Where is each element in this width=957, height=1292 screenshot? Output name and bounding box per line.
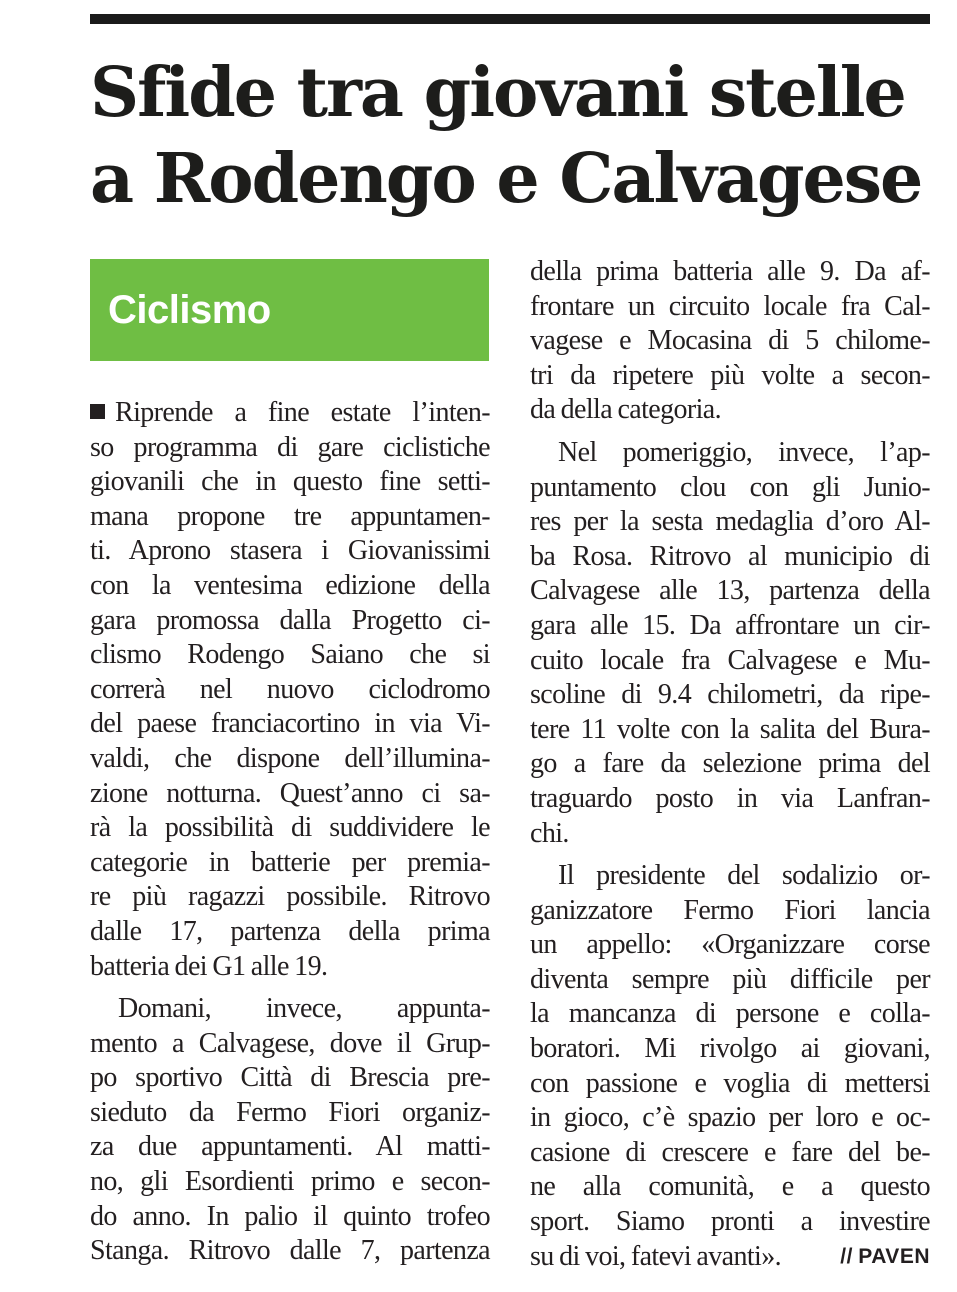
text-line: cuito locale fra Calvagese e Mu- bbox=[530, 644, 930, 676]
text-line: diventa sempre più difficile per bbox=[530, 963, 930, 995]
byline: // PAVEN bbox=[840, 1244, 930, 1268]
text-line: tri da ripetere più volte a secon- bbox=[530, 359, 930, 391]
text-line: vagese e Mocasina di 5 chilome- bbox=[530, 325, 930, 357]
section-kicker bbox=[90, 259, 489, 361]
text-line-final: su di voi, fatevi avanti». // PAVEN bbox=[530, 1240, 930, 1275]
text-line: re più ragazzi possibile. Ritrovo bbox=[90, 881, 490, 913]
text-line: Il presidente del sodalizio or- bbox=[558, 860, 930, 892]
text-line: ganizzatore Fermo Fiori lancia bbox=[530, 894, 930, 926]
text-line: so programma di gare ciclistiche bbox=[90, 431, 490, 463]
text-line: zione notturna. Quest’anno ci sa- bbox=[90, 777, 490, 809]
text-line: Nel pomeriggio, invece, l’ap- bbox=[558, 436, 930, 468]
text-line: ne alla comunità, e a questo bbox=[530, 1171, 930, 1203]
text-line: correrà nel nuovo ciclodromo bbox=[90, 673, 490, 705]
text-line: chi. bbox=[530, 817, 569, 849]
text-line: gara promossa dalla Progetto ci- bbox=[90, 604, 490, 636]
text-line: traguardo posto in via Lanfran- bbox=[530, 782, 930, 814]
text-line: ti. Aprono stasera i Giovanissimi bbox=[90, 535, 490, 567]
text-line: scoline di 9.4 chilometri, da ripe- bbox=[530, 679, 930, 711]
text-line: della prima batteria alle 9. Da af- bbox=[530, 256, 930, 287]
text-line: ba Rosa. Ritrovo al municipio di bbox=[530, 540, 930, 572]
text-line: un appello: «Organizzare corse bbox=[530, 929, 930, 961]
text-line: valdi, che dispone dell’illumina- bbox=[90, 742, 490, 774]
text-line: Riprende a fine estate l’inten- bbox=[90, 396, 490, 431]
kicker-label: Ciclismo bbox=[108, 287, 271, 332]
text-line: dalle 17, partenza della prima bbox=[90, 915, 490, 947]
text-line: giovanili che in questo fine setti- bbox=[90, 466, 490, 498]
text-line: con la ventesima edizione della bbox=[90, 569, 490, 601]
text-line: da della categoria. bbox=[530, 394, 722, 426]
text-line: mana propone tre appuntamen- bbox=[90, 500, 490, 532]
text-line: con passione e voglia di mettersi bbox=[530, 1067, 930, 1099]
text-line: la mancanza di persone e colla- bbox=[530, 998, 930, 1030]
text-line: del paese franciacortino in via Vi- bbox=[90, 708, 490, 740]
top-rule bbox=[90, 14, 930, 24]
text-line: sieduto da Fermo Fiori organiz- bbox=[90, 1096, 490, 1128]
text-line: clismo Rodengo Saiano che si bbox=[90, 639, 490, 671]
article-column-left bbox=[90, 396, 490, 1269]
text-line: puntamento clou con gli Junio- bbox=[530, 471, 930, 503]
text-line: boratori. Mi rivolgo ai giovani, bbox=[530, 1033, 930, 1065]
text-line: Stanga. Ritrovo dalle 7, partenza bbox=[90, 1235, 490, 1267]
text-line: Calvagese alle 13, partenza della bbox=[530, 575, 930, 607]
text-line: mento a Calvagese, dove il Grup- bbox=[90, 1027, 490, 1059]
bullet-square-icon bbox=[90, 404, 105, 419]
text-line: do anno. In palio il quinto trofeo bbox=[90, 1200, 490, 1232]
text-line: po sportivo Città di Brescia pre- bbox=[90, 1062, 490, 1094]
text-line: batteria dei G1 alle 19. bbox=[90, 950, 328, 982]
headline bbox=[90, 50, 940, 222]
text-line: sport. Siamo pronti a investire bbox=[530, 1206, 930, 1238]
text-line: gara alle 15. Da affrontare un cir- bbox=[530, 609, 930, 641]
text-line: go a fare da selezione prima del bbox=[530, 748, 930, 780]
text-line: casione di crescere e fare del be- bbox=[530, 1136, 930, 1168]
text-line: frontare un circuito locale fra Cal- bbox=[530, 290, 930, 322]
text-line: no, gli Esordienti primo e secon- bbox=[90, 1166, 490, 1198]
text-line: Domani, invece, appunta- bbox=[118, 993, 490, 1025]
text-line: categorie in batterie per premia- bbox=[90, 846, 490, 878]
text-line: res per la sesta medaglia d’oro Al- bbox=[530, 506, 930, 538]
headline-line-2: a Rodengo e Calvagese bbox=[90, 139, 922, 219]
text-line: in gioco, c’è spazio per loro e oc- bbox=[530, 1102, 930, 1134]
headline-line-1: Sfide tra giovani stelle bbox=[90, 53, 905, 133]
article-column-right bbox=[530, 255, 930, 1274]
text-line: za due appuntamenti. Al matti- bbox=[90, 1131, 490, 1163]
text-line: tere 11 volte con la salita del Bura- bbox=[530, 713, 930, 745]
text-line: rà la possibilità di suddividere le bbox=[90, 812, 490, 844]
